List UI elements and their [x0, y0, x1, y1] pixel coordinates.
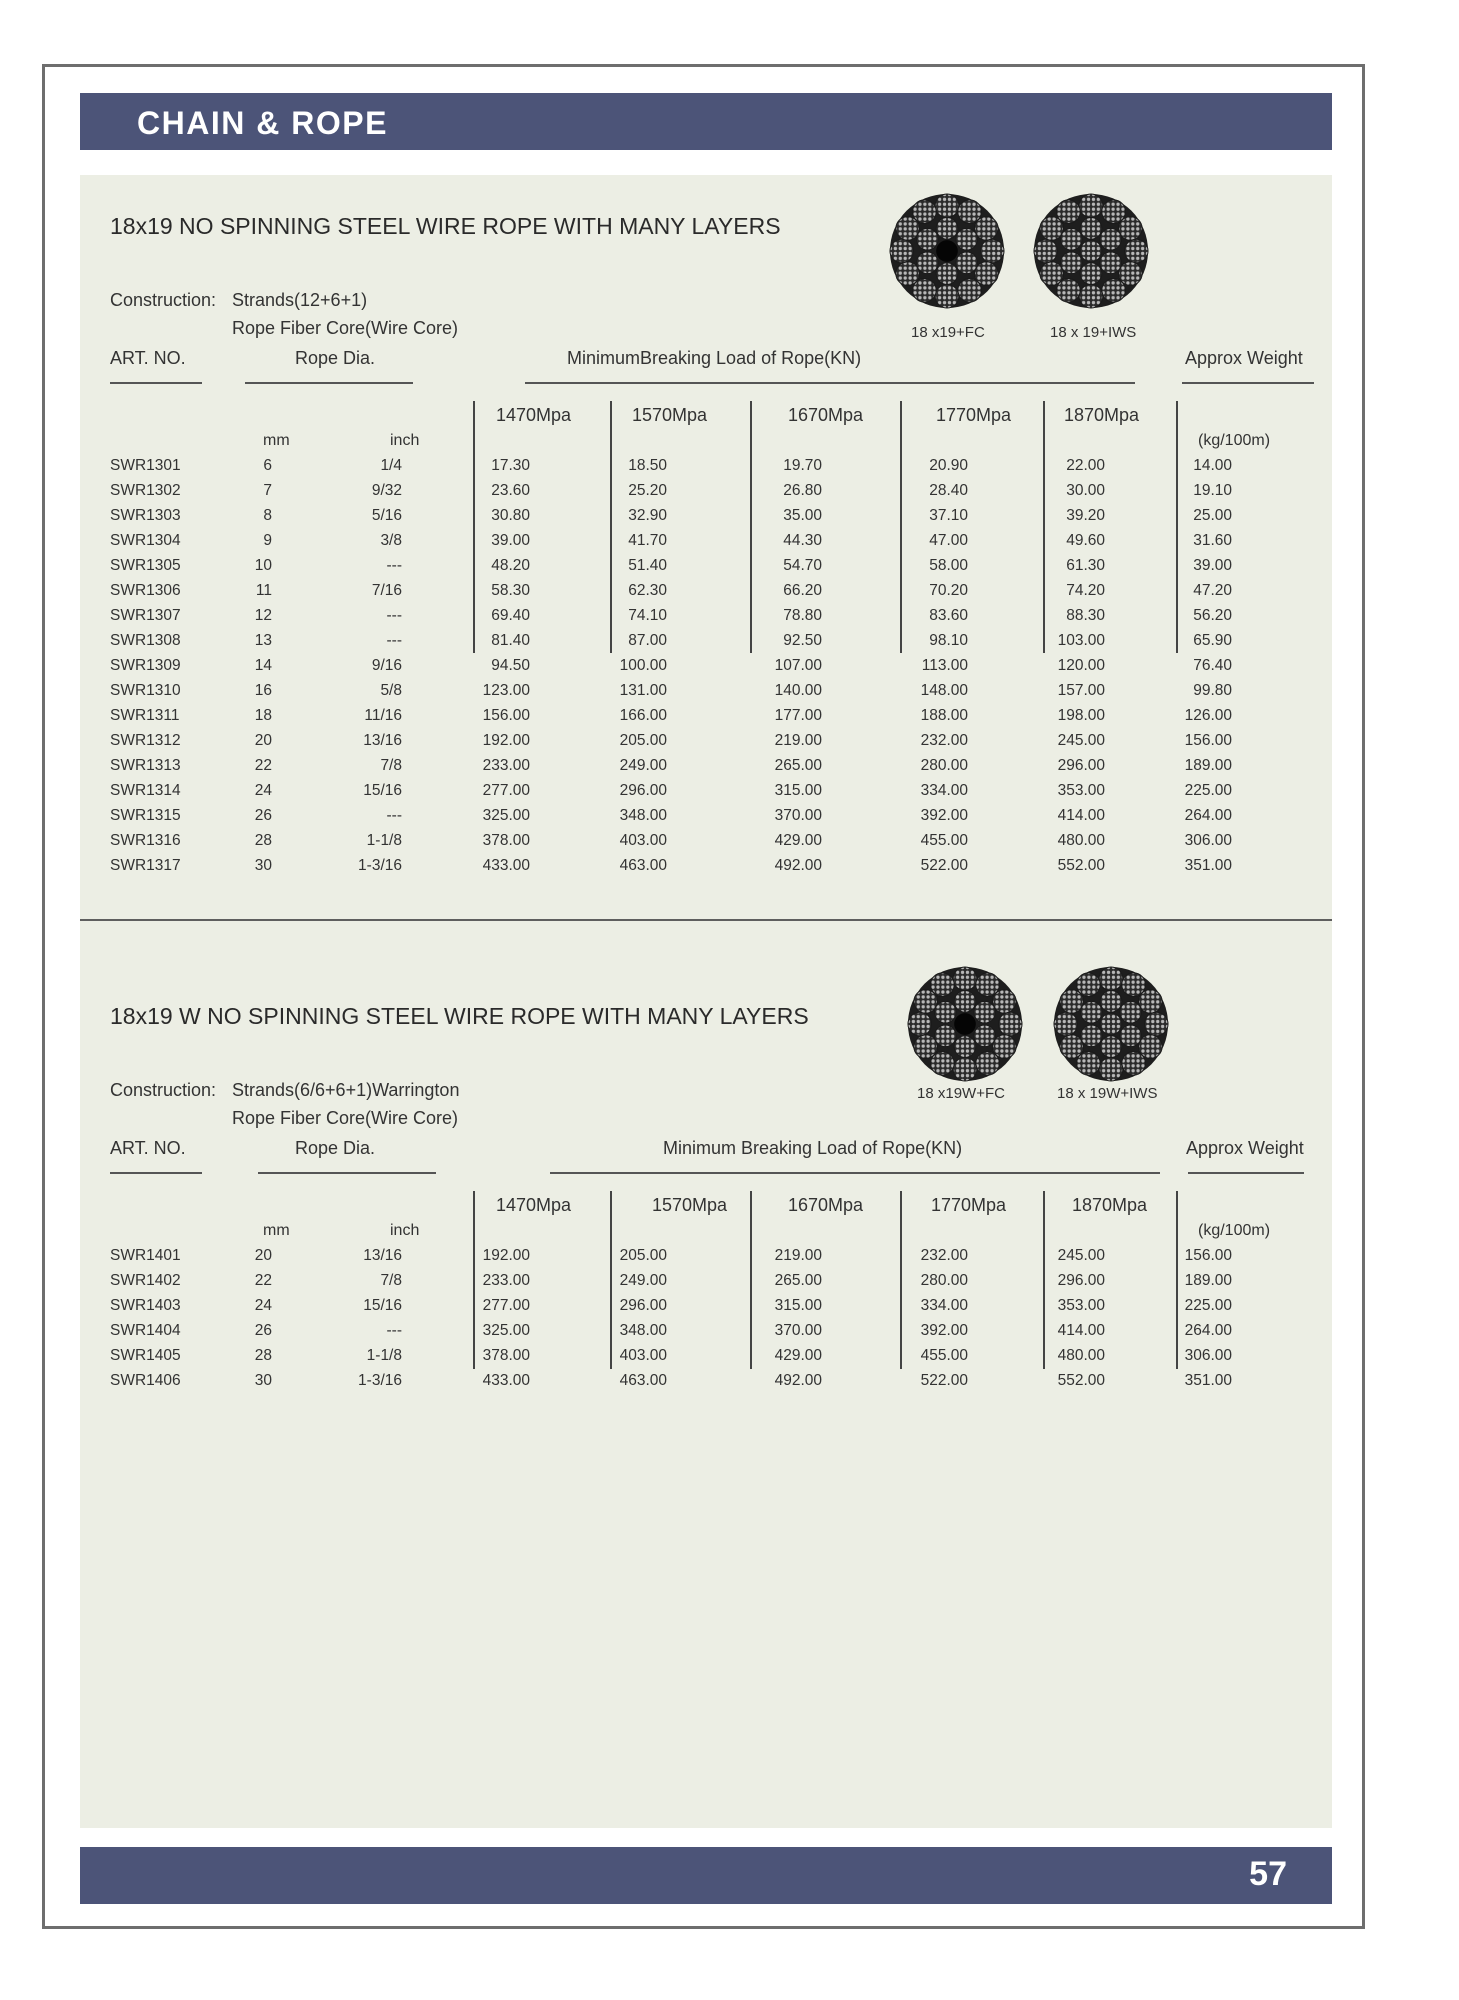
load-1770-cell: 188.00: [920, 707, 968, 724]
approx-weight-cell: 264.00: [1184, 807, 1232, 824]
rope-dia-mm-cell: 20: [254, 732, 272, 749]
table-row: [110, 1243, 1232, 1268]
load-1770-cell: 522.00: [920, 1372, 968, 1389]
load-1670-cell: 492.00: [774, 857, 822, 874]
approx-weight-cell: 47.20: [1193, 582, 1232, 599]
load-1870-cell: 74.20: [1066, 582, 1105, 599]
art-no-cell: SWR1302: [110, 482, 181, 499]
rope-dia-inch-cell: ---: [386, 1322, 402, 1339]
table-row: [110, 803, 1232, 828]
rope-dia-mm-cell: 11: [255, 582, 272, 599]
rope-caption-iws: 18 x 19+IWS: [1050, 324, 1137, 341]
art-no-cell: SWR1316: [110, 832, 181, 849]
load-1570-cell: 41.70: [628, 532, 667, 549]
load-1570-cell: 131.00: [619, 682, 667, 699]
art-no-cell: SWR1404: [110, 1322, 181, 1339]
art-no-cell: SWR1301: [110, 457, 181, 474]
load-1470-cell: 48.20: [491, 557, 530, 574]
section-title: 18x19 W NO SPINNING STEEL WIRE ROPE WITH MANY LAYERS: [110, 1003, 809, 1029]
approx-weight-cell: 351.00: [1184, 1372, 1232, 1389]
rope-dia-underline: [245, 382, 413, 384]
load-1670-cell: 219.00: [774, 732, 822, 749]
art-no-cell: SWR1310: [110, 682, 181, 699]
rope-dia-inch-cell: 15/16: [363, 1297, 402, 1314]
rope-dia-inch-cell: 1-1/8: [366, 832, 402, 849]
rope-dia-mm-cell: 13: [254, 632, 272, 649]
rope-dia-inch-cell: 3/8: [380, 532, 402, 549]
page-header-bar: [80, 93, 1332, 150]
load-1670-cell: 492.00: [774, 1372, 822, 1389]
load-1570-cell: 166.00: [619, 707, 667, 724]
page-title: CHAIN & ROPE: [137, 105, 388, 141]
art-no-cell: SWR1314: [110, 782, 181, 799]
rope-dia-mm-cell: 6: [263, 457, 272, 474]
art-no-cell: SWR1304: [110, 532, 181, 549]
rope-dia-inch-cell: 7/16: [371, 582, 402, 599]
rope-dia-mm-cell: 30: [254, 1372, 272, 1389]
load-1570-cell: 205.00: [619, 732, 667, 749]
load-1570-cell: 463.00: [619, 1372, 667, 1389]
load-1470-cell: 17.30: [491, 457, 530, 474]
grade-header-1470: 1470Mpa: [496, 405, 572, 425]
approx-weight-header: Approx Weight: [1186, 1138, 1304, 1158]
load-1670-cell: 26.80: [783, 482, 822, 499]
construction-strands: Strands(12+6+1): [232, 290, 368, 310]
approx-weight-cell: 306.00: [1184, 832, 1232, 849]
load-1670-cell: 315.00: [774, 1297, 822, 1314]
load-1770-cell: 47.00: [929, 532, 968, 549]
load-1770-cell: 37.10: [929, 507, 968, 524]
load-1470-cell: 325.00: [482, 807, 530, 824]
table-row: [110, 453, 1232, 478]
approx-weight-cell: 65.90: [1193, 632, 1232, 649]
table-row: [110, 1293, 1232, 1318]
art-no-cell: SWR1401: [110, 1247, 181, 1264]
unit-weight: (kg/100m): [1198, 432, 1271, 449]
rope-dia-mm-cell: 20: [254, 1247, 272, 1264]
approx-weight-cell: 189.00: [1184, 757, 1232, 774]
rope-dia-mm-cell: 26: [254, 807, 272, 824]
load-1570-cell: 62.30: [628, 582, 667, 599]
section-title: 18x19 NO SPINNING STEEL WIRE ROPE WITH MANY LAYERS: [110, 213, 781, 239]
rope-dia-inch-cell: 15/16: [363, 782, 402, 799]
load-1770-cell: 280.00: [920, 757, 968, 774]
rope-dia-mm-cell: 18: [254, 707, 272, 724]
load-1570-cell: 100.00: [619, 657, 667, 674]
approx-weight-cell: 189.00: [1184, 1272, 1232, 1289]
art-no-cell: SWR1307: [110, 607, 181, 624]
grade-header-1870: 1870Mpa: [1064, 405, 1140, 425]
rope-dia-mm-cell: 14: [254, 657, 272, 674]
load-1470-cell: 58.30: [491, 582, 530, 599]
table-row: [110, 1268, 1232, 1293]
breaking-load-header: Minimum Breaking Load of Rope(KN): [663, 1138, 963, 1158]
unit-inch: inch: [390, 432, 420, 449]
load-1670-cell: 54.70: [783, 557, 822, 574]
table-row: [110, 828, 1232, 853]
art-no-cell: SWR1406: [110, 1372, 181, 1389]
rope-section-2: [80, 965, 1332, 1525]
load-1470-cell: 192.00: [482, 732, 530, 749]
rope-section-1: [80, 175, 1332, 874]
art-no-cell: SWR1312: [110, 732, 181, 749]
load-1770-cell: 334.00: [920, 782, 968, 799]
rope-dia-inch-cell: 5/16: [371, 507, 402, 524]
table-row: [110, 1343, 1232, 1368]
approx-weight-cell: 39.00: [1193, 557, 1232, 574]
load-1870-cell: 49.60: [1066, 532, 1105, 549]
rope-dia-mm-cell: 28: [254, 1347, 272, 1364]
unit-mm: mm: [263, 1222, 290, 1239]
load-1870-cell: 552.00: [1057, 857, 1105, 874]
load-1670-cell: 315.00: [774, 782, 822, 799]
rope-caption-fc: 18 x19+FC: [911, 324, 985, 341]
load-1770-cell: 392.00: [920, 1322, 968, 1339]
load-1770-cell: 148.00: [920, 682, 968, 699]
rope-dia-mm-cell: 28: [254, 832, 272, 849]
approx-weight-cell: 306.00: [1184, 1347, 1232, 1364]
rope-data-table: [110, 1243, 1232, 1393]
table-row: [110, 628, 1232, 653]
load-1470-cell: 277.00: [482, 782, 530, 799]
rope-dia-inch-cell: ---: [386, 607, 402, 624]
approx-weight-cell: 19.10: [1193, 482, 1232, 499]
construction-label: Construction:: [110, 290, 217, 310]
art-no-header: ART. NO.: [110, 1138, 186, 1158]
load-1770-cell: 98.10: [929, 632, 968, 649]
load-1770-cell: 334.00: [920, 1297, 968, 1314]
approx-weight-underline: [1188, 1172, 1304, 1174]
load-1470-cell: 378.00: [482, 1347, 530, 1364]
table-row: [110, 503, 1232, 528]
load-1670-cell: 219.00: [774, 1247, 822, 1264]
approx-weight-cell: 156.00: [1184, 1247, 1232, 1264]
rope-dia-inch-cell: 9/32: [371, 482, 402, 499]
load-1570-cell: 205.00: [619, 1247, 667, 1264]
load-1470-cell: 277.00: [482, 1297, 530, 1314]
art-no-cell: SWR1313: [110, 757, 181, 774]
table-row: [110, 603, 1232, 628]
approx-weight-cell: 225.00: [1184, 782, 1232, 799]
load-1670-cell: 370.00: [774, 1322, 822, 1339]
load-1470-cell: 156.00: [482, 707, 530, 724]
load-1870-cell: 88.30: [1066, 607, 1105, 624]
rope-dia-inch-cell: 1-3/16: [358, 1372, 402, 1389]
approx-weight-cell: 31.60: [1193, 532, 1232, 549]
table-row: [110, 853, 1232, 878]
table-row: [110, 1368, 1232, 1393]
rope-dia-mm-cell: 26: [254, 1322, 272, 1339]
load-1570-cell: 249.00: [619, 757, 667, 774]
construction-strands: Strands(6/6+6+1)Warrington: [232, 1080, 460, 1100]
load-1770-cell: 20.90: [929, 457, 968, 474]
rope-dia-mm-cell: 12: [254, 607, 272, 624]
art-no-underline: [110, 382, 202, 384]
load-1470-cell: 433.00: [482, 857, 530, 874]
rope-dia-inch-cell: 1-1/8: [366, 1347, 402, 1364]
load-1570-cell: 348.00: [619, 1322, 667, 1339]
load-1670-cell: 265.00: [774, 757, 822, 774]
load-1770-cell: 455.00: [920, 832, 968, 849]
rope-data-table: [110, 453, 1232, 878]
load-1570-cell: 296.00: [619, 782, 667, 799]
load-1470-cell: 23.60: [491, 482, 530, 499]
art-no-cell: SWR1306: [110, 582, 181, 599]
load-1470-cell: 233.00: [482, 1272, 530, 1289]
unit-weight: (kg/100m): [1198, 1222, 1271, 1239]
art-no-cell: SWR1405: [110, 1347, 181, 1364]
wire-rope-cross-section-fiber-core-icon: [888, 192, 1006, 310]
art-no-cell: SWR1311: [110, 707, 180, 724]
table-row: [110, 678, 1232, 703]
load-1470-cell: 69.40: [491, 607, 530, 624]
grade-header-1670: 1670Mpa: [788, 405, 864, 425]
rope-dia-inch-cell: 13/16: [363, 1247, 402, 1264]
rope-dia-mm-cell: 22: [254, 1272, 272, 1289]
rope-dia-mm-cell: 16: [254, 682, 272, 699]
art-no-cell: SWR1305: [110, 557, 181, 574]
load-1870-cell: 22.00: [1066, 457, 1105, 474]
rope-dia-mm-cell: 7: [263, 482, 272, 499]
rope-dia-inch-cell: 11/16: [364, 707, 402, 724]
load-1470-cell: 123.00: [482, 682, 530, 699]
load-1670-cell: 177.00: [774, 707, 822, 724]
rope-dia-inch-cell: 1/4: [380, 457, 402, 474]
art-no-underline: [110, 1172, 202, 1174]
load-1770-cell: 83.60: [929, 607, 968, 624]
rope-dia-inch-cell: ---: [386, 557, 402, 574]
art-no-cell: SWR1402: [110, 1272, 181, 1289]
wire-rope-cross-section-wire-core-icon: [1052, 965, 1170, 1083]
load-1670-cell: 429.00: [774, 832, 822, 849]
rope-dia-inch-cell: 1-3/16: [358, 857, 402, 874]
table-row: [110, 478, 1232, 503]
art-no-header: ART. NO.: [110, 348, 186, 368]
load-1570-cell: 348.00: [619, 807, 667, 824]
art-no-cell: SWR1315: [110, 807, 181, 824]
page-footer-bar: [80, 1847, 1332, 1904]
load-1670-cell: 107.00: [774, 657, 822, 674]
load-1670-cell: 265.00: [774, 1272, 822, 1289]
load-1570-cell: 25.20: [628, 482, 667, 499]
load-1570-cell: 403.00: [619, 1347, 667, 1364]
load-1770-cell: 70.20: [929, 582, 968, 599]
rope-dia-underline: [258, 1172, 436, 1174]
load-1470-cell: 30.80: [491, 507, 530, 524]
load-1470-cell: 94.50: [491, 657, 530, 674]
load-1570-cell: 463.00: [619, 857, 667, 874]
grade-header-1870: 1870Mpa: [1072, 1195, 1148, 1215]
load-1870-cell: 296.00: [1057, 1272, 1105, 1289]
approx-weight-cell: 99.80: [1193, 682, 1232, 699]
load-1570-cell: 296.00: [619, 1297, 667, 1314]
construction-label: Construction:: [110, 1080, 217, 1100]
load-1870-cell: 480.00: [1057, 832, 1105, 849]
approx-weight-underline: [1182, 382, 1314, 384]
load-1770-cell: 280.00: [920, 1272, 968, 1289]
rope-dia-inch-cell: 9/16: [371, 657, 402, 674]
load-1770-cell: 522.00: [920, 857, 968, 874]
load-1570-cell: 403.00: [619, 832, 667, 849]
load-1470-cell: 378.00: [482, 832, 530, 849]
art-no-cell: SWR1403: [110, 1297, 181, 1314]
rope-dia-mm-cell: 24: [254, 782, 272, 799]
page-number: 57: [1249, 1855, 1287, 1893]
load-1770-cell: 58.00: [929, 557, 968, 574]
load-1870-cell: 39.20: [1066, 507, 1105, 524]
breaking-load-header: MinimumBreaking Load of Rope(KN): [567, 348, 862, 368]
unit-mm: mm: [263, 432, 290, 449]
load-1470-cell: 39.00: [491, 532, 530, 549]
construction-core: Rope Fiber Core(Wire Core): [232, 1108, 459, 1128]
table-row: [110, 778, 1232, 803]
load-1870-cell: 245.00: [1057, 1247, 1105, 1264]
load-1870-cell: 353.00: [1057, 782, 1105, 799]
grade-header-1570: 1570Mpa: [652, 1195, 728, 1215]
load-1470-cell: 433.00: [482, 1372, 530, 1389]
load-1770-cell: 113.00: [921, 657, 968, 674]
load-1570-cell: 74.10: [628, 607, 667, 624]
unit-inch: inch: [390, 1222, 420, 1239]
table-row: [110, 753, 1232, 778]
table-row: [110, 528, 1232, 553]
art-no-cell: SWR1303: [110, 507, 181, 524]
rope-dia-inch-cell: ---: [386, 632, 402, 649]
rope-dia-inch-cell: 7/8: [380, 1272, 402, 1289]
load-1770-cell: 232.00: [920, 732, 968, 749]
load-1570-cell: 32.90: [628, 507, 667, 524]
load-1570-cell: 87.00: [628, 632, 667, 649]
grade-header-1770: 1770Mpa: [936, 405, 1012, 425]
load-1770-cell: 28.40: [929, 482, 968, 499]
grade-header-1670: 1670Mpa: [788, 1195, 864, 1215]
load-1870-cell: 61.30: [1066, 557, 1105, 574]
rope-dia-inch-cell: 7/8: [380, 757, 402, 774]
approx-weight-cell: 351.00: [1184, 857, 1232, 874]
grade-header-1770: 1770Mpa: [931, 1195, 1007, 1215]
art-no-cell: SWR1309: [110, 657, 181, 674]
table-row: [110, 653, 1232, 678]
approx-weight-cell: 225.00: [1184, 1297, 1232, 1314]
art-no-cell: SWR1317: [110, 857, 181, 874]
load-1670-cell: 140.00: [774, 682, 822, 699]
load-1870-cell: 157.00: [1057, 682, 1105, 699]
rope-dia-mm-cell: 9: [263, 532, 272, 549]
wire-rope-cross-section-fiber-core-icon: [906, 965, 1024, 1083]
rope-caption-iws: 18 x 19W+IWS: [1057, 1085, 1158, 1102]
load-1670-cell: 35.00: [783, 507, 822, 524]
table-row: [110, 728, 1232, 753]
rope-dia-inch-cell: 13/16: [363, 732, 402, 749]
load-1870-cell: 480.00: [1057, 1347, 1105, 1364]
approx-weight-cell: 156.00: [1184, 732, 1232, 749]
load-1770-cell: 455.00: [920, 1347, 968, 1364]
approx-weight-cell: 76.40: [1193, 657, 1232, 674]
construction-core: Rope Fiber Core(Wire Core): [232, 318, 459, 338]
load-1570-cell: 249.00: [619, 1272, 667, 1289]
load-1670-cell: 370.00: [774, 807, 822, 824]
load-1870-cell: 353.00: [1057, 1297, 1105, 1314]
approx-weight-cell: 264.00: [1184, 1322, 1232, 1339]
load-1470-cell: 233.00: [482, 757, 530, 774]
rope-caption-fc: 18 x19W+FC: [917, 1085, 1005, 1102]
approx-weight-cell: 14.00: [1193, 457, 1232, 474]
table-row: [110, 553, 1232, 578]
table-row: [110, 578, 1232, 603]
load-1470-cell: 325.00: [482, 1322, 530, 1339]
table-row: [110, 703, 1232, 728]
load-1870-cell: 414.00: [1057, 807, 1105, 824]
load-1870-cell: 296.00: [1057, 757, 1105, 774]
grade-header-1470: 1470Mpa: [496, 1195, 572, 1215]
section-divider: [80, 919, 1332, 921]
grade-header-1570: 1570Mpa: [632, 405, 708, 425]
rope-dia-header: Rope Dia.: [295, 1138, 376, 1158]
wire-rope-cross-section-wire-core-icon: [1032, 192, 1150, 310]
breaking-load-underline: [550, 1172, 1160, 1174]
rope-dia-mm-cell: 24: [254, 1297, 272, 1314]
rope-dia-mm-cell: 30: [254, 857, 272, 874]
load-1670-cell: 19.70: [783, 457, 822, 474]
load-1870-cell: 552.00: [1057, 1372, 1105, 1389]
load-1870-cell: 245.00: [1057, 732, 1105, 749]
load-1670-cell: 92.50: [783, 632, 822, 649]
rope-dia-mm-cell: 10: [254, 557, 272, 574]
rope-dia-inch-cell: ---: [386, 807, 402, 824]
rope-dia-header: Rope Dia.: [295, 348, 376, 368]
load-1870-cell: 120.00: [1057, 657, 1105, 674]
rope-dia-mm-cell: 8: [263, 507, 272, 524]
table-row: [110, 1318, 1232, 1343]
art-no-cell: SWR1308: [110, 632, 181, 649]
approx-weight-cell: 25.00: [1193, 507, 1232, 524]
load-1870-cell: 414.00: [1057, 1322, 1105, 1339]
approx-weight-cell: 56.20: [1193, 607, 1232, 624]
load-1870-cell: 30.00: [1066, 482, 1105, 499]
load-1470-cell: 192.00: [482, 1247, 530, 1264]
load-1670-cell: 44.30: [783, 532, 822, 549]
load-1870-cell: 198.00: [1057, 707, 1105, 724]
rope-dia-inch-cell: 5/8: [380, 682, 402, 699]
load-1770-cell: 392.00: [920, 807, 968, 824]
load-1870-cell: 103.00: [1057, 632, 1105, 649]
approx-weight-cell: 126.00: [1184, 707, 1232, 724]
load-1570-cell: 18.50: [628, 457, 667, 474]
breaking-load-underline: [525, 382, 1135, 384]
load-1570-cell: 51.40: [628, 557, 667, 574]
approx-weight-header: Approx Weight: [1185, 348, 1303, 368]
load-1670-cell: 78.80: [783, 607, 822, 624]
load-1470-cell: 81.40: [491, 632, 530, 649]
load-1770-cell: 232.00: [920, 1247, 968, 1264]
load-1670-cell: 429.00: [774, 1347, 822, 1364]
load-1670-cell: 66.20: [783, 582, 822, 599]
rope-dia-mm-cell: 22: [254, 757, 272, 774]
